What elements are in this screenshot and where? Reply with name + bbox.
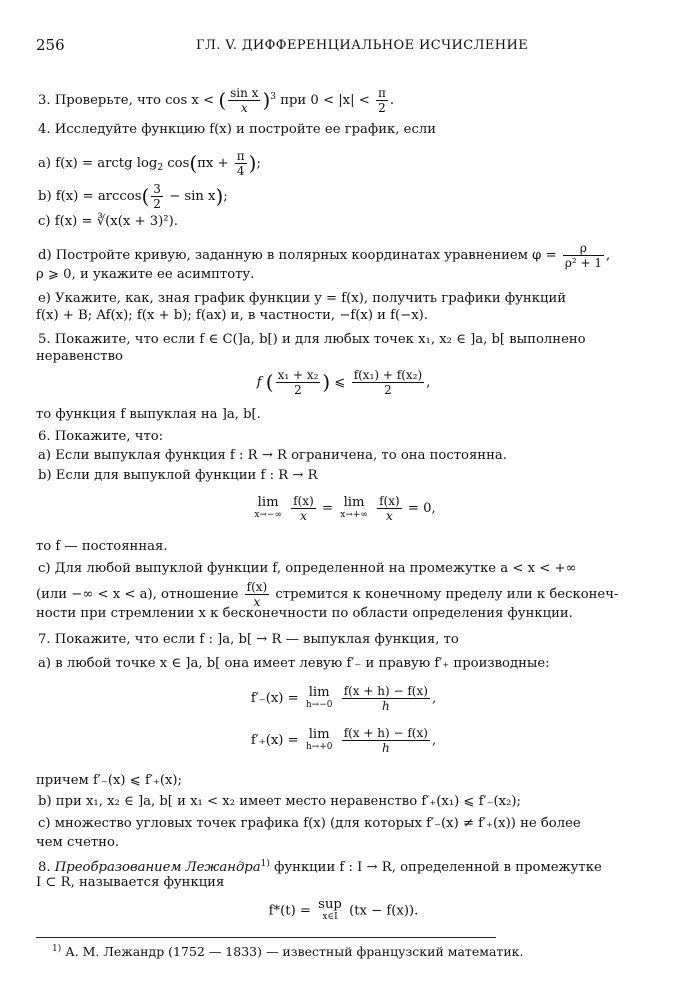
problem-7a: a) в любой точке x ∈ ]a, b[ она имеет левую f′₋ и правую f′₊ производные: — [38, 656, 550, 671]
left-derivative-formula: f′₋(x) = lim h→−0 $\frac{f(x + h) - f(x)}{h}$ , — [250, 684, 437, 713]
legendre-transform-formula: f*(t) = sup x∈I (tx − f(x)). — [268, 897, 419, 922]
problem-4e-cont: f(x) + B; Af(x); f(x + b); f(ax) и, в частности, −f(x) и f(−x). — [36, 308, 428, 323]
problem-4a: a) f(x) = arctg $\log_2 \cos(\pi x$ + $\frac{\pi}{4}$ ); — [38, 149, 261, 178]
problem-3: 3. Проверьте, что cos x < ( $\frac{\text{sin x}}{x}$ )$^3$ при 0 < |x| < $\frac{\pi}{2}$ . — [38, 86, 395, 115]
problem-8: 8. Преобразованием Лежандра$^{1)}$ функции f : I → R, определенной в промежутке — [38, 859, 602, 875]
running-head: ГЛ. V. ДИФФЕРЕНЦИАЛЬНОЕ ИСЧИСЛЕНИЕ — [196, 38, 529, 53]
problem-7c: c) множество угловых точек графика f(x) (для которых f′₋(x) ≠ f′₊(x)) не более — [38, 816, 581, 831]
page-number: 256 — [36, 36, 65, 54]
problem-4-intro: 4. Исследуйте функцию f(x) и постройте ее график, если — [38, 122, 437, 137]
problem-5-inequality: f ( $\frac{\text{x₁ + x₂}}{2}$ ) ⩽ $\frac{\text{f(x₁) + f(x₂)}}{2}$ , — [256, 368, 431, 397]
page-header — [36, 36, 651, 56]
problem-6-limits: lim x→−∞ $\frac{f(x)}{x}$ = lim x→+∞ $\frac{f(x)}{x}$ = 0, — [254, 494, 436, 523]
problem-7b: b) при x₁, x₂ ∈ ]a, b[ и x₁ < x₂ имеет место неравенство f′₊(x₁) ⩽ f′₋(x₂); — [38, 794, 521, 809]
problem-6b-conclusion: то f — постоянная. — [36, 539, 168, 554]
problem-4d-cont: ρ ⩾ 0, и укажите ее асимптоту. — [36, 267, 255, 282]
problem-6-intro: 6. Покажите, что: — [38, 429, 164, 444]
problem-7a-conclusion: причем f′₋(x) ⩽ f′₊(x); — [36, 773, 182, 788]
problem-5-cont: неравенство — [36, 349, 123, 364]
problem-6c-cont: (или −∞ < x < a), отношение $\frac{f(x)}{x}$ стремится к конечному пределу или к бесконеч- — [36, 580, 619, 609]
problem-5-conclusion: то функция f выпуклая на ]a, b[. — [36, 407, 261, 422]
problem-4c: c) f(x) = ∛(x(x + 3)²). — [38, 214, 178, 229]
footnote: $^{1)}$ А. М. Лежандр (1752 — 1833) — известный французский математик. — [52, 944, 524, 959]
problem-7-intro: 7. Покажите, что если f : ]a, b[ → R — выпуклая функция, то — [38, 632, 459, 647]
problem-4d: d) Постройте кривую, заданную в полярных координатах уравнением φ = $\frac{\rho}{\text{ρ² + 1}}$ , — [38, 241, 611, 270]
problem-7c-cont: чем счетно. — [36, 835, 120, 850]
footnote-rule — [36, 937, 496, 938]
problem-4e: e) Укажите, как, зная график функции y = f(x), получить графики функций — [38, 291, 567, 306]
problem-4b: b) f(x) = arccos( $\frac{3}{2}$ − sin x); — [38, 182, 228, 211]
problem-8-cont: I ⊂ R, называется функция — [36, 875, 225, 890]
problem-6c-end: ности при стремлении x к бесконечности по области определения функции. — [36, 606, 573, 621]
problem-6b: b) Если для выпуклой функции f : R → R — [38, 468, 318, 483]
right-derivative-formula: f′₊(x) = lim h→+0 $\frac{f(x + h) - f(x)}{h}$ , — [250, 726, 437, 755]
problem-5: 5. Покажите, что если f ∈ C(]a, b[) и для любых точек x₁, x₂ ∈ ]a, b[ выполнено — [38, 332, 586, 347]
problem-6c: c) Для любой выпуклой функции f, определенной на промежутке a < x < +∞ — [38, 561, 577, 576]
problem-6a: a) Если выпуклая функция f : R → R ограничена, то она постоянна. — [38, 448, 507, 463]
